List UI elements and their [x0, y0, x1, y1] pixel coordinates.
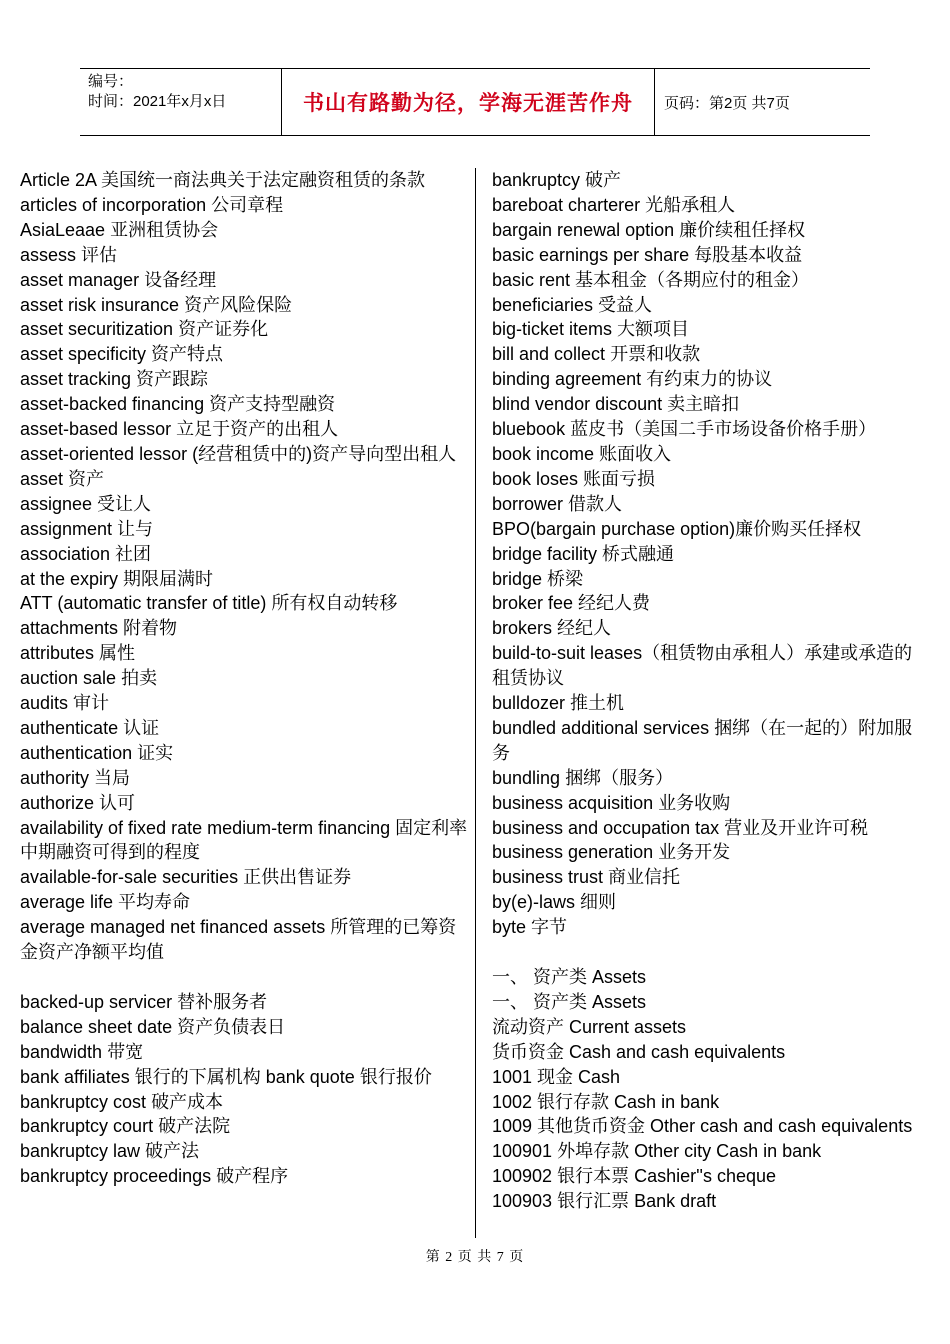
glossary-entry: available-for-sale securities 正供出售证券	[20, 867, 352, 888]
glossary-entry: Article 2A 美国统一商法典关于法定融资租赁的条款	[20, 170, 426, 190]
glossary-entry: 流动资产 Current assets	[492, 1016, 687, 1037]
glossary-entry: asset-oriented lessor (经营租赁中的)资产导向型出租人	[20, 443, 457, 464]
glossary-entry: bluebook 蓝皮书（美国二手市场设备价格手册）	[492, 419, 877, 440]
glossary-entry: bundled additional services 捆绑（在一起的）附加服务	[492, 717, 913, 763]
glossary-entry: authority 当局	[20, 767, 131, 788]
glossary-entry: borrower 借款人	[492, 493, 623, 514]
page-header	[80, 68, 870, 136]
page-footer: 第 2 页 共 7 页	[425, 1250, 525, 1265]
glossary-entry: 一、 资产类 Assets	[492, 966, 647, 987]
glossary-entry: authorize 认可	[20, 792, 136, 813]
glossary-entry: availability of fixed rate medium-term financing 固定利率中期融资可得到的程度	[20, 817, 468, 863]
glossary-entry: asset 资产	[20, 468, 105, 489]
glossary-entry: brokers 经纪人	[492, 618, 612, 639]
glossary-entry: business and occupation tax 营业及开业许可税	[492, 817, 869, 838]
glossary-entry: bankruptcy law 破产法	[20, 1141, 200, 1162]
glossary-entry: AsiaLeaae 亚洲租赁协会	[20, 219, 219, 240]
glossary-entry: authenticate 认证	[20, 717, 160, 738]
glossary-left-column	[20, 168, 468, 1189]
glossary-entry: 1001 现金 Cash	[492, 1066, 621, 1087]
glossary-entry: broker fee 经纪人费	[492, 593, 651, 614]
glossary-entry: bridge facility 桥式融通	[492, 543, 675, 564]
glossary-right-column	[492, 168, 928, 1214]
glossary-entry: 100903 银行汇票 Bank draft	[492, 1191, 717, 1212]
glossary-entry: 100901 外埠存款 Other city Cash in bank	[492, 1141, 822, 1162]
glossary-entry: attachments 附着物	[20, 618, 178, 639]
header-motto: 书山有路勤为径，学海无涯苦作舟	[303, 92, 633, 115]
header-meta	[88, 72, 226, 112]
glossary-entry: business generation 业务开发	[492, 842, 731, 863]
glossary-entry: audits 审计	[20, 693, 110, 714]
glossary-entry: average managed net financed assets 所管理的已筹资金资产净额平均值	[20, 917, 457, 963]
glossary-entry: bundling 捆绑（服务）	[492, 767, 674, 788]
glossary-entry: 一、 资产类 Assets	[492, 991, 647, 1012]
glossary-entry: assess 评估	[20, 244, 118, 265]
column-divider	[475, 168, 476, 1238]
glossary-entry: asset manager 设备经理	[20, 269, 217, 290]
glossary-entry: bill and collect 开票和收款	[492, 344, 701, 365]
glossary-entry: bridge 桥梁	[492, 568, 584, 589]
glossary-entry: attributes 属性	[20, 643, 136, 664]
glossary-entry: authentication 证实	[20, 742, 174, 763]
header-time-label: 时间：2021年x月x日	[88, 93, 227, 110]
glossary-entry: bankruptcy 破产	[492, 170, 622, 190]
header-number-label: 编号：	[88, 73, 134, 90]
glossary-entry: basic rent 基本租金（各期应付的租金）	[492, 269, 810, 290]
glossary-entry: bankruptcy cost 破产成本	[20, 1091, 224, 1112]
glossary-entry: basic earnings per share 每股基本收益	[492, 244, 803, 265]
glossary-entry: book income 账面收入	[492, 443, 672, 464]
glossary-entry: byte 字节	[492, 917, 568, 938]
glossary-entry: beneficiaries 受益人	[492, 294, 653, 315]
glossary-entry: build-to-suit leases（租赁物由承租人）承建或承造的租赁协议	[492, 643, 913, 689]
glossary-entry: at the expiry 期限届满时	[20, 568, 214, 589]
glossary-entry: business trust 商业信托	[492, 867, 681, 888]
glossary-entry: bulldozer 推土机	[492, 693, 625, 714]
glossary-entry: by(e)-laws 细则	[492, 892, 617, 913]
glossary-entry: bank affiliates 银行的下属机构 bank quote 银行报价	[20, 1066, 432, 1087]
glossary-entry: bankruptcy proceedings 破产程序	[20, 1166, 289, 1187]
header-page-label: 页码：第2页 共7页	[664, 94, 790, 112]
blank-line	[492, 940, 928, 965]
glossary-entry: business acquisition 业务收购	[492, 792, 731, 813]
glossary-entry: assignment 让与	[20, 518, 154, 539]
glossary-entry: 货币资金 Cash and cash equivalents	[492, 1041, 786, 1062]
glossary-entry: blind vendor discount 卖主暗扣	[492, 394, 740, 415]
header-divider	[654, 69, 655, 135]
glossary-entry: ATT (automatic transfer of title) 所有权自动转移	[20, 593, 398, 614]
glossary-entry: BPO(bargain purchase option)廉价购买任择权	[492, 518, 862, 539]
glossary-entry: binding agreement 有约束力的协议	[492, 369, 773, 390]
glossary-entry: backed-up servicer 替补服务者	[20, 991, 268, 1012]
glossary-entry: association 社团	[20, 543, 152, 564]
glossary-entry: articles of incorporation 公司章程	[20, 194, 284, 215]
glossary-entry: 1009 其他货币资金 Other cash and cash equivalents	[492, 1116, 913, 1137]
glossary-entry: auction sale 拍卖	[20, 668, 158, 689]
glossary-entry: assignee 受让人	[20, 493, 152, 514]
glossary-entry: asset specificity 资产特点	[20, 344, 224, 365]
glossary-entry: bareboat charterer 光船承租人	[492, 194, 736, 215]
glossary-entry: 1002 银行存款 Cash in bank	[492, 1091, 720, 1112]
glossary-entry: asset securitization 资产证券化	[20, 319, 269, 340]
glossary-entry: asset-backed financing 资产支持型融资	[20, 394, 336, 415]
glossary-entry: asset risk insurance 资产风险保险	[20, 294, 293, 315]
glossary-entry: 100902 银行本票 Cashier''s cheque	[492, 1166, 777, 1187]
blank-line	[20, 965, 468, 990]
glossary-entry: bandwidth 带宽	[20, 1041, 144, 1062]
glossary-entry: average life 平均寿命	[20, 892, 191, 913]
glossary-entry: big-ticket items 大额项目	[492, 319, 690, 340]
glossary-entry: bargain renewal option 廉价续租任择权	[492, 219, 806, 240]
glossary-entry: balance sheet date 资产负债表日	[20, 1016, 286, 1037]
glossary-entry: asset tracking 资产跟踪	[20, 369, 209, 390]
glossary-entry: bankruptcy court 破产法院	[20, 1116, 231, 1137]
glossary-entry: asset-based lessor 立足于资产的出租人	[20, 419, 339, 440]
glossary-entry: book loses 账面亏损	[492, 468, 656, 489]
